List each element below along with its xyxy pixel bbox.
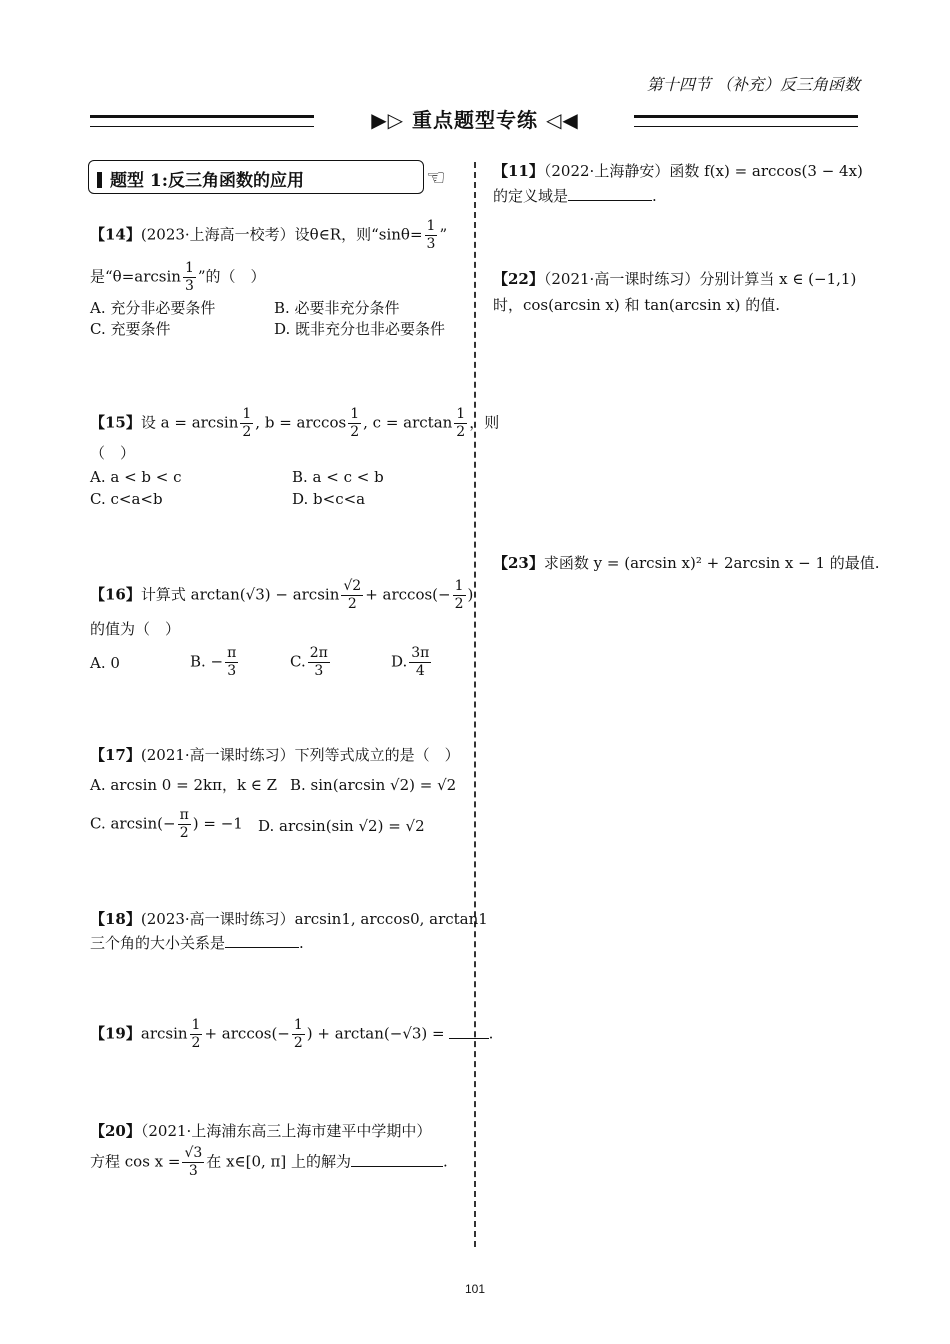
- q14-option-a: A. 充分非必要条件: [90, 299, 216, 317]
- q18-line2: 三个角的大小关系是 .: [90, 934, 304, 952]
- q14-option-c: C. 充要条件: [90, 320, 171, 338]
- q22-line2: 时，cos(arcsin x) 和 tan(arcsin x) 的值.: [493, 296, 781, 314]
- q20-line2: 方程 cos x = $\frac{√3}{3}$ 在 x∈[0, π] 上的解为 .: [90, 1145, 448, 1179]
- q17-option-a: A. arcsin 0 = 2kπ，k ∈ Z: [90, 776, 278, 794]
- banner-right-rule: [634, 115, 858, 127]
- q15-option-a: A. a < b < c: [90, 468, 182, 486]
- section-label-box: [88, 160, 424, 194]
- q23-line: 【23】求函数 y = (arcsin x)² + 2arcsin x − 1 的最值.: [493, 554, 880, 572]
- answer-blank[interactable]: [568, 200, 652, 201]
- column-divider: [474, 162, 476, 1247]
- banner-left-arrows-icon: ▶▷: [371, 108, 405, 132]
- section-marker: [97, 172, 102, 188]
- q22-line1: 【22】（2021·高一课时练习）分别计算当 x ∈ (−1,1): [493, 270, 857, 288]
- q14-line1: 【14】(2023·上海高一校考）设θ∈R，则“sinθ= $\frac{1}{3}$ ”: [90, 218, 448, 252]
- q16-option-a: A. 0: [90, 654, 120, 672]
- q11-line1: 【11】（2022·上海静安）函数 f(x) = arccos(3 − 4x): [493, 162, 863, 180]
- banner-title: 重点题型专练: [412, 108, 538, 132]
- answer-blank[interactable]: [351, 1166, 443, 1167]
- q17-title: 【17】(2021·高一课时练习）下列等式成立的是（ ）: [90, 746, 460, 764]
- q16-option-d: D. $\frac{3\pi}{4}$: [391, 645, 430, 679]
- section-label: 题型 1:反三角函数的应用: [110, 171, 305, 191]
- q15-option-c: C. c<a<b: [90, 490, 163, 508]
- q15-line1: 【15】设 a = arcsin $\frac{1}{2}$ , b = arccos $\frac{1}{2}$ , c = arctan $\frac{1}{2}$ ，则: [90, 406, 500, 440]
- q17-option-b: B. sin(arcsin √2) = √2: [290, 776, 457, 794]
- answer-blank[interactable]: [225, 947, 299, 948]
- q17-option-c: C. arcsin(− $\frac{\pi}{2}$ ) = −1: [90, 807, 243, 841]
- q16-option-b: B. − $\frac{\pi}{3}$: [190, 645, 237, 679]
- q14-line2: 是“θ=arcsin $\frac{1}{3}$ ”的（ ）: [90, 260, 266, 294]
- banner-left-rule: [90, 115, 314, 127]
- pointing-hand-icon: ☜: [426, 166, 446, 191]
- chapter-header: 第十四节 （补充）反三角函数: [646, 75, 860, 94]
- q16-line1: 【16】计算式 arctan(√3) − arcsin $\frac{√2}{2}$ + arccos(− $\frac{1}{2}$ ): [90, 578, 474, 612]
- q16-line2: 的值为（ ）: [90, 620, 181, 638]
- q15-option-d: D. b<c<a: [292, 490, 366, 508]
- q15-option-b: B. a < c < b: [292, 468, 384, 486]
- q11-line2: 的定义域是 .: [493, 187, 657, 205]
- page-number: 101: [464, 1282, 486, 1296]
- q18-line1: 【18】(2023·高一课时练习）arcsin1, arccos0, arctan1: [90, 910, 488, 928]
- banner-right-arrows-icon: ◁◀: [545, 108, 579, 132]
- q15-paren: （ ）: [90, 444, 136, 462]
- fraction: $\frac{1}{3}$: [184, 260, 194, 294]
- q14-option-d: D. 既非充分也非必要条件: [274, 320, 446, 338]
- banner: [350, 104, 600, 133]
- answer-blank[interactable]: [449, 1038, 489, 1039]
- q20-line1: 【20】（2021·上海浦东高三上海市建平中学期中）: [90, 1122, 432, 1140]
- q14-option-b: B. 必要非充分条件: [274, 299, 400, 317]
- q17-option-d: D. arcsin(sin √2) = √2: [258, 817, 425, 835]
- q16-option-c: C. $\frac{2\pi}{3}$: [290, 645, 328, 679]
- q19-line: 【19】arcsin $\frac{1}{2}$ + arccos(− $\frac{1}{2}$ ) + arctan(−√3) = .: [90, 1017, 494, 1051]
- fraction: $\frac{1}{3}$: [426, 218, 436, 252]
